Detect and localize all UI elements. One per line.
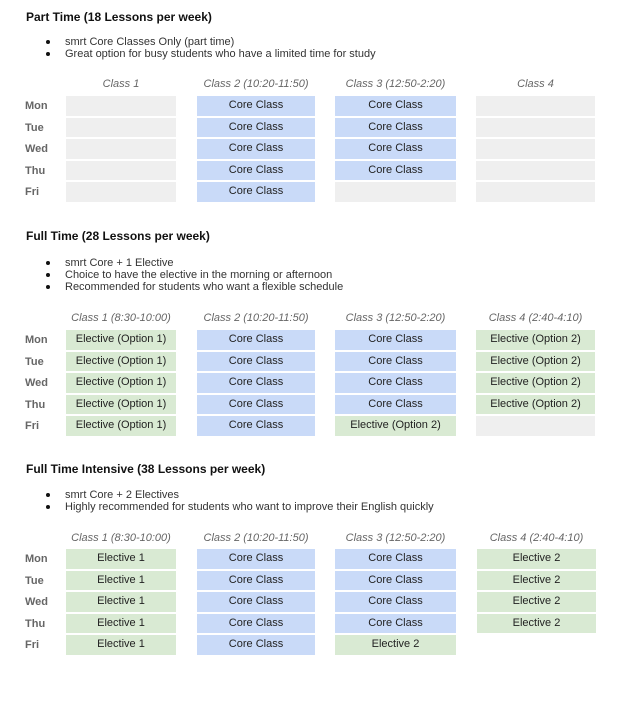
elective-cell: Elective 1 [66,592,176,614]
empty-slot [66,96,176,118]
core-class-cell: Core Class [197,571,315,593]
bullet-dot-icon [46,52,50,56]
empty-slot [66,161,176,183]
core-class-cell: Core Class [197,395,315,417]
day-label: Wed [25,596,49,608]
core-class-cell: Core Class [197,614,315,636]
day-label: Tue [25,355,44,368]
elective-cell: Elective (Option 2) [335,416,456,438]
elective-cell: Elective 1 [66,614,176,636]
core-class-cell: Core Class [197,373,315,395]
bullet-text: Great option for busy students who have a limited time for study [65,48,376,60]
core-class-cell: Core Class [197,118,315,140]
column-header: Class 1 [102,78,140,90]
column-header: Class 2 (10:20-11:50) [203,312,309,324]
core-class-cell: Core Class [197,635,315,657]
bullet-dot-icon [46,505,50,509]
column-header: Class 3 (12:50-2:20) [345,78,446,90]
empty-slot [476,118,595,140]
column-header: Class 1 (8:30-10:00) [71,312,171,324]
bullet-dot-icon [46,261,50,265]
core-class-cell: Core Class [335,549,456,571]
day-label: Tue [25,121,44,134]
core-class-cell: Core Class [335,330,456,352]
day-label: Tue [25,574,44,587]
bullet-dot-icon [46,285,50,289]
bullet-text: smrt Core Classes Only (part time) [65,36,235,48]
empty-slot [476,139,595,161]
core-class-cell: Core Class [197,96,315,118]
section-title: Part Time (18 Lessons per week) [26,10,212,24]
section-title: Full Time (28 Lessons per week) [26,229,210,243]
elective-cell: Elective (Option 1) [66,395,176,417]
column-header: Class 3 (12:50-2:20) [345,532,446,544]
bullet-text: Highly recommended for students who want to improve their English quickly [65,501,434,513]
core-class-cell: Core Class [197,330,315,352]
elective-cell: Elective (Option 1) [66,373,176,395]
day-label: Fri [25,639,40,651]
elective-cell: Elective (Option 2) [476,330,595,352]
elective-cell: Elective 1 [66,571,176,593]
empty-slot [335,182,456,204]
bullet-text: smrt Core + 2 Electives [65,489,180,501]
empty-slot [476,416,595,438]
core-class-cell: Core Class [197,161,315,183]
column-header: Class 1 (8:30-10:00) [71,532,171,544]
elective-cell: Elective (Option 2) [476,352,595,374]
empty-slot [476,182,595,204]
elective-cell: Elective 2 [477,592,596,614]
day-label: Thu [25,164,46,177]
core-class-cell: Core Class [197,139,315,161]
bullet-dot-icon [46,40,50,44]
core-class-cell: Core Class [335,139,456,161]
elective-cell: Elective (Option 1) [66,330,176,352]
elective-cell: Elective (Option 1) [66,352,176,374]
core-class-cell: Core Class [197,549,315,571]
day-label: Fri [25,186,40,198]
day-label: Thu [25,617,46,630]
elective-cell: Elective 2 [477,549,596,571]
core-class-cell: Core Class [335,373,456,395]
empty-slot [476,161,595,183]
elective-cell: Elective 1 [66,635,176,657]
empty-slot [476,96,595,118]
empty-slot [66,139,176,161]
elective-cell: Elective 2 [477,571,596,593]
core-class-cell: Core Class [335,161,456,183]
core-class-cell: Core Class [335,96,456,118]
day-label: Wed [25,377,49,389]
column-header: Class 2 (10:20-11:50) [203,532,309,544]
core-class-cell: Core Class [197,352,315,374]
day-label: Mon [25,100,48,112]
core-class-cell: Core Class [335,395,456,417]
column-header: Class 4 (2:40-4:10) [489,532,584,544]
elective-cell: Elective (Option 2) [476,373,595,395]
core-class-cell: Core Class [335,614,456,636]
core-class-cell: Core Class [335,352,456,374]
day-label: Fri [25,420,40,432]
day-label: Thu [25,398,46,411]
bullet-text: Recommended for students who want a flexible schedule [65,281,344,293]
bullet-dot-icon [46,493,50,497]
core-class-cell: Core Class [197,182,315,204]
column-header: Class 4 [517,78,554,90]
day-label: Mon [25,553,48,565]
core-class-cell: Core Class [335,592,456,614]
day-label: Mon [25,334,48,346]
day-label: Wed [25,143,49,155]
column-header: Class 4 (2:40-4:10) [488,312,583,324]
empty-slot [66,182,176,204]
empty-slot [66,118,176,140]
elective-cell: Elective 2 [477,614,596,636]
bullet-text: smrt Core + 1 Elective [65,257,174,269]
column-header: Class 3 (12:50-2:20) [345,312,446,324]
elective-cell: Elective (Option 1) [66,416,176,438]
core-class-cell: Core Class [335,571,456,593]
core-class-cell: Core Class [197,416,315,438]
section-title: Full Time Intensive (38 Lessons per week) [26,462,266,476]
core-class-cell: Core Class [335,118,456,140]
elective-cell: Elective 2 [335,635,456,657]
core-class-cell: Core Class [197,592,315,614]
elective-cell: Elective 1 [66,549,176,571]
elective-cell: Elective (Option 2) [476,395,595,417]
bullet-text: Choice to have the elective in the morning or afternoon [65,269,333,281]
bullet-dot-icon [46,273,50,277]
column-header: Class 2 (10:20-11:50) [203,78,309,90]
